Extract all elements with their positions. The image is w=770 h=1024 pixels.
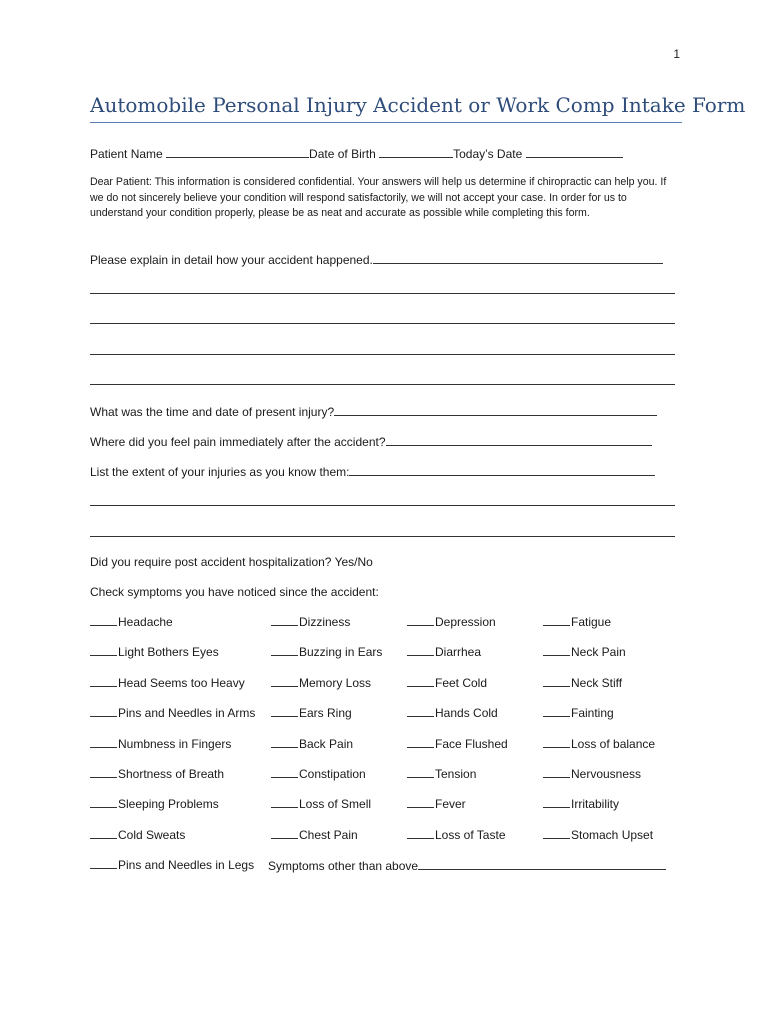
symptom-label: Face Flushed [435, 736, 508, 751]
symptom-label: Buzzing in Ears [299, 645, 383, 660]
symptom-check-field[interactable] [407, 736, 434, 748]
symptom-check-field[interactable] [543, 736, 570, 748]
symptom-item[interactable] [90, 705, 255, 721]
extent-field[interactable] [349, 463, 655, 476]
symptom-check-field[interactable] [90, 675, 117, 687]
form-title: Automobile Personal Injury Accident or Work Comp Intake Form [90, 92, 682, 123]
symptom-label: Loss of Taste [435, 827, 506, 842]
pain-where-label: Where did you feel pain immediately after the accident? [90, 435, 386, 449]
symptom-item[interactable] [407, 796, 466, 812]
symptom-item[interactable] [90, 796, 219, 812]
symptom-item[interactable] [271, 705, 352, 721]
symptom-check-field[interactable] [90, 766, 117, 778]
time-date-field[interactable] [334, 403, 657, 416]
symptom-label: Irritability [571, 797, 620, 812]
symptom-item[interactable] [271, 766, 366, 782]
intro-paragraph: Dear Patient: This information is considered confidential. Your answers will help us determine if chiropractic can help you. If we do not sincerely believe your condition will respond satisfactorily, we will not accept your case. In order for us to understand your condition properly, please be as neat and accurate as possible while completing this form. [90, 176, 667, 220]
symptom-item[interactable] [543, 644, 626, 660]
symptom-check-field[interactable] [271, 796, 298, 808]
symptom-check-field[interactable] [407, 766, 434, 778]
today-date-label: Today’s Date [453, 147, 523, 161]
symptom-label: Fainting [571, 706, 614, 721]
symptom-item[interactable] [407, 736, 508, 752]
symptom-item[interactable] [543, 796, 619, 812]
symptom-label: Neck Stiff [571, 675, 623, 690]
symptom-check-field[interactable] [271, 736, 298, 748]
symptom-check-field[interactable] [90, 857, 117, 869]
symptom-label: Pins and Needles in Legs [118, 858, 255, 872]
symptom-label: Loss of Smell [299, 797, 372, 812]
symptom-check-field[interactable] [271, 766, 298, 778]
symptom-label: Pins and Needles in Arms [118, 706, 256, 721]
symptom-label: Chest Pain [299, 827, 358, 842]
symptom-item[interactable] [271, 675, 371, 691]
symptom-label: Neck Pain [571, 645, 626, 660]
patient-info-line [90, 145, 623, 162]
symptom-check-field[interactable] [90, 827, 117, 839]
check-symptoms-heading: Check symptoms you have noticed since the accident: [90, 585, 379, 599]
other-symptoms [268, 857, 666, 874]
symptom-check-field[interactable] [543, 796, 570, 808]
extent-line-1[interactable] [90, 505, 675, 506]
symptom-item[interactable] [271, 796, 371, 812]
symptom-label: Stomach Upset [571, 827, 654, 842]
patient-name-field[interactable] [166, 145, 309, 158]
symptom-label: Fatigue [571, 615, 612, 629]
symptom-label: Hands Cold [435, 706, 498, 721]
explain-field[interactable] [373, 251, 663, 264]
extent-line-2[interactable] [90, 536, 675, 537]
explain-line-4[interactable] [90, 384, 675, 385]
symptom-check-field[interactable] [90, 614, 117, 626]
symptom-check-field[interactable] [543, 766, 570, 778]
symptom-item[interactable] [407, 614, 496, 630]
symptom-item[interactable] [407, 675, 487, 691]
symptom-item[interactable] [543, 766, 641, 782]
symptom-item[interactable] [90, 614, 173, 630]
explain-line-3[interactable] [90, 354, 675, 355]
patient-name-label: Patient Name [90, 147, 163, 161]
symptom-label: Tension [435, 767, 477, 781]
symptom-check-field[interactable] [407, 796, 434, 808]
symptom-check-field[interactable] [543, 644, 570, 656]
symptom-label: Cold Sweats [118, 827, 186, 842]
symptom-item[interactable] [543, 675, 622, 691]
symptom-item[interactable] [407, 766, 476, 782]
explain-line-2[interactable] [90, 323, 675, 324]
symptom-item[interactable] [271, 827, 358, 843]
symptom-label: Memory Loss [299, 675, 372, 690]
symptom-check-field[interactable] [90, 736, 117, 748]
symptom-label: Depression [435, 615, 496, 629]
symptom-item[interactable] [90, 675, 245, 691]
explain-label: Please explain in detail how your accident happened. [90, 253, 373, 267]
symptom-item[interactable] [543, 705, 614, 721]
other-symptoms-field[interactable] [418, 857, 666, 870]
symptom-item[interactable] [90, 827, 185, 843]
symptom-label: Head Seems too Heavy [118, 675, 245, 690]
symptom-label: Ears Ring [299, 706, 352, 721]
symptom-check-field[interactable] [90, 644, 117, 656]
symptom-label: Light Bothers Eyes [118, 645, 219, 660]
symptom-item[interactable] [543, 827, 653, 843]
symptom-item[interactable] [407, 705, 498, 721]
symptom-check-field[interactable] [543, 675, 570, 687]
symptom-check-field[interactable] [90, 705, 117, 717]
symptom-check-field[interactable] [407, 675, 434, 687]
page-number: 1 [673, 47, 680, 61]
symptom-label: Nervousness [571, 767, 642, 781]
symptom-item[interactable] [90, 644, 219, 660]
symptom-check-field[interactable] [407, 614, 434, 626]
symptom-label: Back Pain [299, 736, 354, 751]
symptom-check-field[interactable] [543, 827, 570, 839]
symptom-item[interactable] [543, 736, 655, 752]
symptom-check-field[interactable] [407, 827, 434, 839]
symptom-label: Numbness in Fingers [118, 736, 232, 751]
symptom-item[interactable] [90, 736, 231, 752]
symptom-label: Shortness of Breath [118, 767, 225, 781]
symptom-item[interactable] [407, 644, 481, 660]
symptom-label: Fever [435, 797, 466, 812]
today-date-field[interactable] [526, 145, 623, 158]
hospital-question: Did you require post accident hospitalization? Yes/No [90, 555, 373, 569]
symptom-item[interactable] [271, 614, 350, 630]
symptom-check-field[interactable] [543, 705, 570, 717]
other-symptoms-label: Symptoms other than above [268, 859, 419, 873]
symptom-item[interactable] [271, 736, 353, 752]
time-date-label: What was the time and date of present injury? [90, 405, 335, 419]
explain-question [90, 251, 663, 268]
symptom-label: Constipation [299, 767, 366, 781]
pain-where-question [90, 433, 652, 450]
symptom-item[interactable] [271, 644, 382, 660]
explain-line-1[interactable] [90, 293, 675, 294]
symptom-check-field[interactable] [543, 614, 570, 626]
symptom-check-field[interactable] [90, 796, 117, 808]
symptom-check-field[interactable] [407, 644, 434, 656]
symptom-check-field[interactable] [271, 827, 298, 839]
dob-label: Date of Birth [309, 147, 376, 161]
symptom-label: Sleeping Problems [118, 797, 219, 812]
symptom-check-field[interactable] [271, 705, 298, 717]
symptom-item[interactable] [90, 857, 254, 873]
extent-question [90, 463, 655, 480]
symptom-label: Loss of balance [571, 736, 656, 751]
time-date-question [90, 403, 657, 420]
symptom-item[interactable] [90, 766, 224, 782]
symptom-check-field[interactable] [271, 644, 298, 656]
symptom-item[interactable] [407, 827, 506, 843]
symptom-check-field[interactable] [407, 705, 434, 717]
dob-field[interactable] [379, 145, 453, 158]
symptom-label: Feet Cold [435, 675, 488, 690]
symptom-item[interactable] [543, 614, 611, 630]
symptom-label: Diarrhea [435, 645, 482, 660]
symptom-label: Dizziness [299, 615, 351, 629]
symptom-check-field[interactable] [271, 614, 298, 626]
symptom-check-field[interactable] [271, 675, 298, 687]
extent-label: List the extent of your injuries as you know them: [90, 465, 350, 479]
symptom-label: Headache [118, 615, 173, 629]
pain-where-field[interactable] [386, 433, 652, 446]
